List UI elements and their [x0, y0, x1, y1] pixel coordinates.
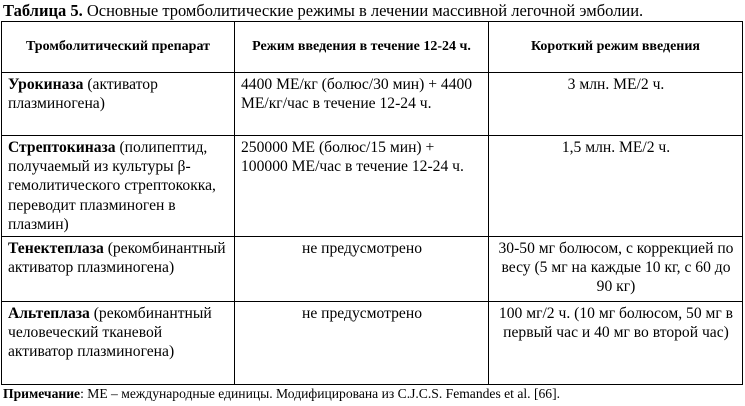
long-regimen-cell: 250000 МЕ (болюс/15 мин) + 100000 МЕ/час в течение 12-24 ч. — [235, 136, 489, 237]
header-long-regimen: Режим введения в течение 12-24 ч. — [235, 22, 489, 73]
short-regimen-cell: 30-50 мг болюсом, с коррекцией по весу (5 мг на каждые 10 кг, с 60 до 90 кг) — [489, 237, 743, 302]
caption-label: Таблица 5. — [3, 1, 83, 20]
short-regimen-cell: 3 млн. МЕ/2 ч. — [489, 73, 743, 136]
table-caption — [3, 1, 643, 21]
drug-description: (активатор плазминогена) — [8, 76, 158, 113]
table-row-tenecteplase — [2, 237, 743, 302]
drug-name: Стрептокиназа — [8, 139, 116, 156]
long-regimen-cell: не предусмотрено — [235, 237, 489, 302]
table-row-urokinase — [2, 73, 743, 136]
drug-description: (рекомбинантный активатор плазминогена) — [8, 240, 226, 277]
short-regimen-cell: 100 мг/2 ч. (10 мг болюсом, 50 мг в первый час и 40 мг во второй час) — [489, 302, 743, 385]
drug-cell — [2, 73, 235, 136]
note-label: Примечание — [3, 386, 81, 401]
table-row-streptokinase — [2, 136, 743, 237]
note-text: : МЕ – международные единицы. Модифицирована из C.J.C.S. Femandes et al. [66]. — [80, 386, 561, 401]
table-row-alteplase — [2, 302, 743, 385]
drug-cell — [2, 136, 235, 237]
thrombolytic-regimens-table — [1, 21, 743, 385]
header-short-regimen: Короткий режим введения — [489, 22, 743, 73]
caption-text: Основные тромболитические режимы в лечении массивной легочной эмболии. — [82, 1, 644, 20]
drug-cell — [2, 302, 235, 385]
drug-name: Альтеплаза — [8, 305, 90, 322]
long-regimen-cell: не предусмотрено — [235, 302, 489, 385]
header-drug: Тромболитический препарат — [2, 22, 235, 73]
long-regimen-cell: 4400 МЕ/кг (болюс/30 мин) + 4400 МЕ/кг/час в течение 12-24 ч. — [235, 73, 489, 136]
drug-description: (полипептид, получаемый из культуры β-гемолитического стрептококка, переводит плазминоген в плазмин) — [8, 139, 216, 233]
drug-name: Тенектеплаза — [8, 240, 104, 257]
drug-cell — [2, 237, 235, 302]
table-header-row — [2, 22, 743, 73]
short-regimen-cell: 1,5 млн. МЕ/2 ч. — [489, 136, 743, 237]
drug-description: (рекомбинантный человеческий тканевой активатор плазминогена) — [8, 305, 212, 361]
table-note — [3, 385, 560, 403]
drug-name: Урокиназа — [8, 76, 84, 93]
